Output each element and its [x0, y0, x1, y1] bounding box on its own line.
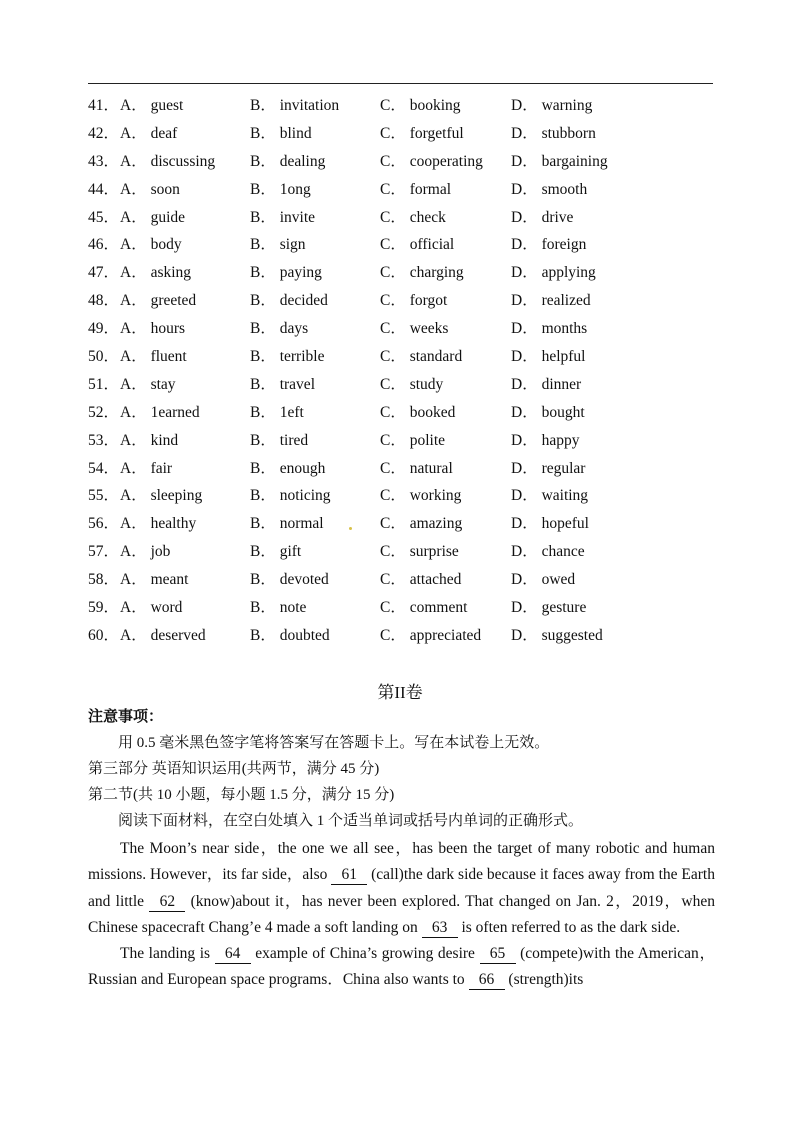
question-number: 51．	[88, 375, 120, 393]
blank-61: 61	[331, 866, 367, 885]
passage-text: (know)about it，has never been explored. That changed on Jan. 2，2019，when Chinese spacecraft Chang’e 4 made a soft landing on	[88, 892, 716, 936]
option-row-48	[88, 288, 718, 316]
option-a: A． job	[120, 543, 171, 561]
question-number: 43．	[88, 152, 120, 170]
passage-text: (compete)with the American，Russian and European space programs．China also wants to	[88, 945, 715, 989]
option-c: C． forgot	[380, 292, 448, 310]
passage-text: The landing is	[120, 945, 215, 963]
option-b: B． sign	[250, 236, 306, 254]
option-row-42	[88, 121, 718, 149]
option-c: C． polite	[380, 431, 446, 449]
option-row-46	[88, 232, 718, 260]
option-b: B． noticing	[250, 487, 331, 505]
option-a: A． discussing	[120, 152, 216, 170]
option-b: B． terrible	[250, 348, 325, 366]
notes-line: 用 0.5 毫米黑色签字笔将答案写在答题卡上。写在本试卷上无效。	[118, 735, 550, 751]
option-a: A． deaf	[120, 124, 178, 142]
option-d: D． dinner	[511, 375, 582, 393]
option-c: C． charging	[380, 264, 464, 282]
question-number: 41．	[88, 97, 120, 114]
passage-text: (call)the dark side because it faces away from the Earth and little	[88, 866, 715, 910]
option-c: C． working	[380, 487, 462, 505]
option-a: A． guest	[120, 97, 184, 114]
blank-65: 65	[480, 945, 516, 964]
question-number: 55．	[88, 487, 120, 505]
option-a: A． greeted	[120, 292, 197, 310]
option-c: C． natural	[380, 459, 453, 477]
option-c: C． booked	[380, 403, 456, 421]
option-d: D． happy	[511, 431, 580, 449]
section-title: 第II卷	[377, 683, 423, 702]
option-a: A． kind	[120, 431, 179, 449]
part-two-heading: 第二节(共 10 小题，每小题 1.5 分，满分 15 分)	[88, 787, 395, 803]
option-d: D． hopeful	[511, 515, 589, 533]
option-row-50	[88, 344, 718, 372]
option-d: D． suggested	[511, 626, 603, 644]
option-row-49	[88, 316, 718, 344]
option-row-55	[88, 483, 718, 511]
option-b: B． devoted	[250, 571, 329, 589]
option-a: A． meant	[120, 571, 189, 589]
question-number: 59．	[88, 599, 120, 617]
option-d: D． helpful	[511, 348, 586, 366]
option-row-47	[88, 260, 718, 288]
option-row-59	[88, 595, 718, 623]
option-b: B． gift	[250, 543, 302, 561]
option-a: A． sleeping	[120, 487, 203, 505]
option-b: B． days	[250, 320, 309, 338]
option-d: D． foreign	[511, 236, 587, 254]
question-number: 48．	[88, 292, 120, 310]
option-row-43	[88, 149, 718, 177]
option-c: C． official	[380, 236, 455, 254]
option-d: D． bought	[511, 403, 585, 421]
option-c: C． forgetful	[380, 124, 464, 142]
notes-heading: 注意事项：	[88, 709, 164, 725]
blank-66: 66	[469, 971, 505, 990]
option-d: D． realized	[511, 292, 591, 310]
blank-62: 62	[149, 893, 185, 912]
option-a: A． word	[120, 599, 183, 617]
option-row-58	[88, 567, 718, 595]
blank-63: 63	[422, 919, 458, 938]
option-row-45	[88, 205, 718, 233]
option-row-54	[88, 456, 718, 484]
passage-paragraph-2	[88, 941, 715, 994]
scan-speck	[349, 527, 352, 530]
option-a: A． stay	[120, 375, 176, 393]
question-number: 58．	[88, 571, 120, 589]
option-c: C． amazing	[380, 515, 463, 533]
option-c: C． weeks	[380, 320, 449, 338]
header-rule	[88, 83, 713, 84]
question-number: 54．	[88, 459, 120, 477]
option-row-41	[88, 93, 718, 121]
question-number: 50．	[88, 348, 120, 366]
passage-paragraph-1	[88, 836, 715, 941]
question-number: 60．	[88, 626, 120, 644]
option-b: B． blind	[250, 124, 312, 142]
question-number: 49．	[88, 320, 120, 338]
option-c: C． surprise	[380, 543, 459, 561]
question-number: 44．	[88, 180, 120, 198]
option-row-56	[88, 511, 718, 539]
option-b: B． decided	[250, 292, 328, 310]
option-d: D． smooth	[511, 180, 588, 198]
option-c: C． appreciated	[380, 626, 482, 644]
part-three-heading: 第三部分 英语知识运用(共两节，满分 45 分)	[88, 761, 380, 777]
options-list	[88, 93, 718, 651]
option-b: B． invite	[250, 208, 316, 226]
option-b: B． enough	[250, 459, 326, 477]
option-d: D． chance	[511, 543, 585, 561]
option-c: C． study	[380, 375, 444, 393]
passage-text: (strength)its	[504, 971, 584, 989]
passage-text: is often referred to as the dark side.	[457, 918, 681, 936]
option-a: A． hours	[120, 320, 186, 338]
option-a: A． deserved	[120, 626, 206, 644]
option-d: D． bargaining	[511, 152, 608, 170]
option-d: D． owed	[511, 571, 576, 589]
question-number: 56．	[88, 515, 120, 533]
option-b: B． invitation	[250, 97, 340, 114]
instruction-line: 阅读下面材料，在空白处填入 1 个适当单词或括号内单词的正确形式。	[118, 813, 584, 829]
option-row-52	[88, 400, 718, 428]
question-number: 47．	[88, 264, 120, 282]
option-b: B． note	[250, 599, 307, 617]
option-b: B． paying	[250, 264, 322, 282]
option-a: A． 1earned	[120, 403, 200, 421]
option-row-44	[88, 177, 718, 205]
option-c: C． comment	[380, 599, 468, 617]
option-d: D． regular	[511, 459, 586, 477]
question-number: 57．	[88, 543, 120, 561]
question-number: 53．	[88, 431, 120, 449]
option-d: D． months	[511, 320, 588, 338]
option-a: A． soon	[120, 180, 180, 198]
option-c: C． formal	[380, 180, 452, 198]
option-c: C． check	[380, 208, 446, 226]
option-d: D． applying	[511, 264, 596, 282]
option-a: A． healthy	[120, 515, 197, 533]
option-row-57	[88, 539, 718, 567]
option-d: D． warning	[511, 97, 593, 114]
option-row-60	[88, 623, 718, 651]
option-b: B． 1ong	[250, 180, 311, 198]
option-row-51	[88, 372, 718, 400]
option-b: B． doubted	[250, 626, 330, 644]
option-a: A． fluent	[120, 348, 187, 366]
option-d: D． stubborn	[511, 124, 596, 142]
option-a: A． body	[120, 236, 182, 254]
question-number: 45．	[88, 208, 120, 226]
blank-64: 64	[215, 945, 251, 964]
option-b: B． travel	[250, 375, 315, 393]
option-b: B． normal	[250, 515, 324, 533]
option-a: A． fair	[120, 459, 173, 477]
option-d: D． waiting	[511, 487, 589, 505]
option-c: C． booking	[380, 97, 461, 114]
option-c: C． attached	[380, 571, 462, 589]
option-c: C． cooperating	[380, 152, 483, 170]
question-number: 46．	[88, 236, 120, 254]
option-b: B． tired	[250, 431, 309, 449]
question-number: 52．	[88, 403, 120, 421]
option-d: D． gesture	[511, 599, 587, 617]
reading-passage	[88, 836, 715, 994]
passage-text: example of China’s growing desire	[250, 945, 480, 963]
option-a: A． asking	[120, 264, 192, 282]
option-b: B． dealing	[250, 152, 326, 170]
option-a: A． guide	[120, 208, 186, 226]
option-d: D． drive	[511, 208, 574, 226]
option-c: C． standard	[380, 348, 463, 366]
passage-text: The Moon’s near side，the one we all see，has been the target of many robotic and human missions. However，its far side，also	[88, 840, 715, 884]
question-number: 42．	[88, 124, 120, 142]
option-row-53	[88, 428, 718, 456]
option-b: B． 1eft	[250, 403, 304, 421]
